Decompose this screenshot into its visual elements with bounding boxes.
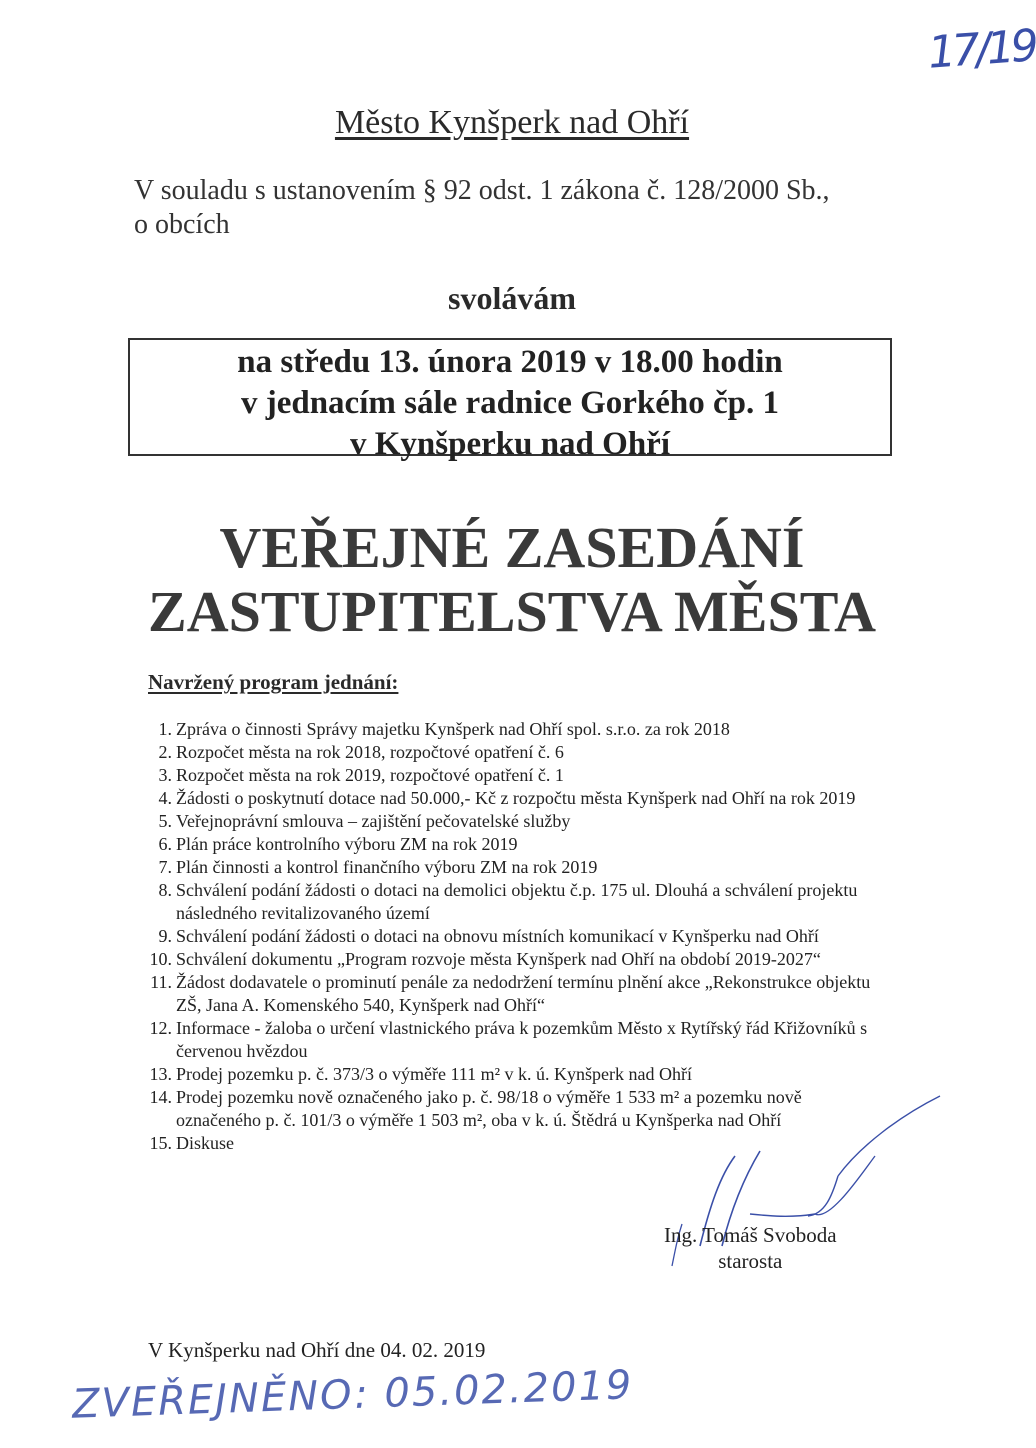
program-label: Navržený program jednání:: [148, 670, 399, 694]
agenda-item: [140, 833, 890, 856]
agenda-item-text: Prodej pozemku p. č. 373/3 o výměře 111 m² v k. ú. Kynšperk nad Ohří: [176, 1064, 692, 1084]
agenda-list: [140, 718, 890, 1155]
agenda-item-number: 7.: [158, 857, 172, 877]
legal-basis-line-2: o obcích: [134, 209, 230, 240]
agenda-item-text: Schválení podání žádosti o dotaci na obnovu místních komunikací v Kynšperku nad Ohří: [176, 926, 819, 946]
meeting-details-box: [128, 338, 892, 462]
handwritten-document-number: 17/19: [926, 20, 1036, 79]
main-heading-line-2: ZASTUPITELSTVA MĚSTA: [148, 579, 876, 644]
agenda-item-number: 4.: [158, 788, 172, 808]
agenda-item-text: Veřejnoprávní smlouva – zajištění pečovatelské služby: [176, 811, 571, 831]
posted-stamp: ZVEŘEJNĚNO: 05.02.2019: [71, 1362, 635, 1428]
city-title: Město Kynšperk nad Ohří: [334, 104, 690, 141]
agenda-item-text: Rozpočet města na rok 2018, rozpočtové opatření č. 6: [176, 742, 564, 762]
agenda-item-number: 10.: [149, 949, 172, 969]
agenda-item: [140, 718, 890, 741]
agenda-item: [140, 810, 890, 833]
agenda-item-number: 9.: [158, 926, 172, 946]
meeting-town: v Kynšperku nad Ohří: [349, 426, 670, 462]
convene-statement: svolávám: [448, 280, 576, 316]
agenda-item: [140, 1063, 890, 1086]
issue-date: V Kynšperku nad Ohří dne 04. 02. 2019: [148, 1338, 486, 1362]
agenda-item-text: Žádost dodavatele o prominutí penále za nedodržení termínu plnění akce „Rekonstrukce objektu ZŠ, Jana A. Komenského 540, Kynšperk nad Ohří“: [176, 972, 871, 1015]
agenda-item-text: Zpráva o činnosti Správy majetku Kynšperk nad Ohří spol. s.r.o. za rok 2018: [176, 719, 730, 739]
meeting-venue: v jednacím sále radnice Gorkého čp. 1: [240, 385, 780, 421]
agenda-item: [140, 925, 890, 948]
agenda-item-number: 14.: [149, 1087, 172, 1107]
meeting-date-time: na středu 13. února 2019 v 18.00 hodin: [237, 344, 783, 380]
agenda-item-text: Žádosti o poskytnutí dotace nad 50.000,- Kč z rozpočtu města Kynšperk nad Ohří na rok 2019: [176, 788, 856, 808]
agenda-item-number: 3.: [158, 765, 172, 785]
agenda-item-number: 15.: [149, 1133, 172, 1153]
agenda-item-number: 11.: [150, 972, 172, 992]
agenda-item: [140, 764, 890, 787]
agenda-item-number: 13.: [149, 1064, 172, 1084]
agenda-item-text: Plán činnosti a kontrol finančního výboru ZM na rok 2019: [176, 857, 598, 877]
agenda-item-text: Rozpočet města na rok 2019, rozpočtové opatření č. 1: [176, 765, 564, 785]
agenda-item-number: 8.: [158, 880, 172, 900]
main-heading: [0, 516, 1024, 644]
agenda-item-text: Prodej pozemku nově označeného jako p. č. 98/18 o výměře 1 533 m² a pozemku nově označeného p. č. 101/3 o výměře 1 503 m², oba v k. ú. Štědrá u Kynšperka nad Ohří: [176, 1087, 802, 1130]
agenda-item: [140, 879, 890, 925]
agenda-item-text: Plán práce kontrolního výboru ZM na rok 2019: [176, 834, 518, 854]
agenda-item: [140, 856, 890, 879]
main-heading-line-1: VEŘEJNÉ ZASEDÁNÍ: [219, 515, 805, 580]
agenda-item-text: Schválení podání žádosti o dotaci na demolici objektu č.p. 175 ul. Dlouhá a schválení projektu následného revitalizovaného území: [176, 880, 858, 923]
agenda-item: [140, 787, 890, 810]
agenda-item-number: 6.: [158, 834, 172, 854]
agenda-item-text: Diskuse: [176, 1133, 234, 1153]
signer-title: starosta: [718, 1249, 783, 1273]
agenda-item-text: Informace - žaloba o určení vlastnického práva k pozemkům Město x Rytířský řád Křižovníků s červenou hvězdou: [176, 1018, 868, 1061]
agenda-item: [140, 971, 890, 1017]
agenda-item-number: 12.: [149, 1018, 172, 1038]
agenda-item-text: Schválení dokumentu „Program rozvoje města Kynšperk nad Ohří na období 2019-2027“: [176, 949, 821, 969]
agenda-item: [140, 1017, 890, 1063]
legal-basis-text: [134, 174, 914, 242]
agenda-item-number: 2.: [158, 742, 172, 762]
signer-name: Ing. Tomáš Svoboda: [664, 1223, 837, 1247]
agenda-item: [140, 741, 890, 764]
signer-block: [664, 1222, 837, 1274]
agenda-item: [140, 948, 890, 971]
legal-basis-line-1: V souladu s ustanovením § 92 odst. 1 zákona č. 128/2000 Sb.,: [134, 175, 830, 206]
agenda-item-number: 5.: [158, 811, 172, 831]
agenda-item-number: 1.: [158, 719, 172, 739]
